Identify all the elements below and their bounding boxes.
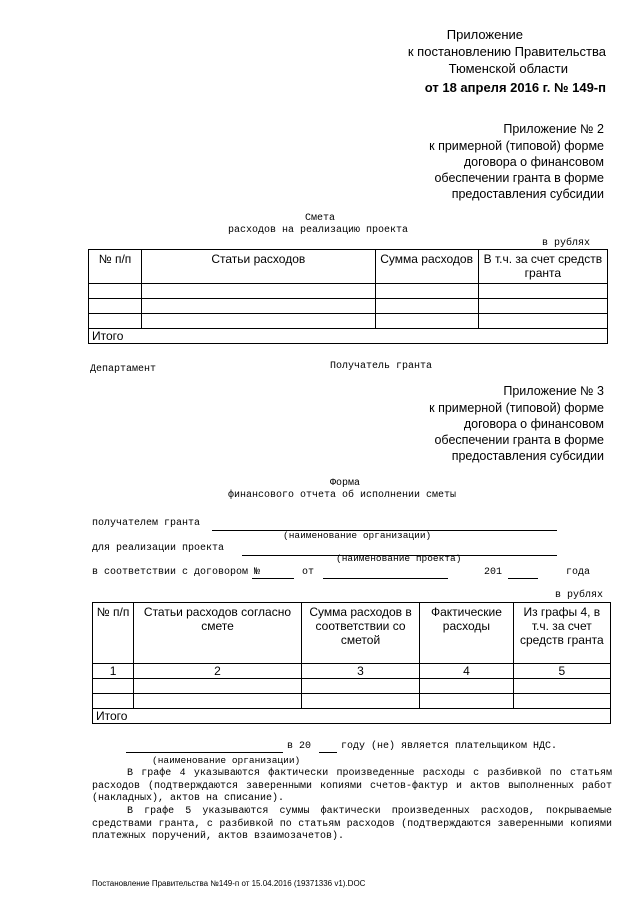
vat-hint: (наименование организации) [152, 755, 301, 766]
contract-from: от [302, 567, 315, 578]
report-units: в рублях [555, 590, 604, 601]
appendix3-line-4: обеспечении гранта в форме [434, 433, 604, 447]
table-row [93, 694, 611, 709]
contract-year-suffix: года [566, 567, 591, 578]
col-num-2: 2 [134, 664, 302, 679]
header-line-2: к постановлению Правительства [407, 44, 606, 59]
col-number-header: № п/п [89, 250, 142, 284]
header-line-1: Приложение [446, 27, 523, 42]
report-table [92, 602, 611, 724]
header-line-3: Тюменской области [448, 61, 568, 76]
appendix2-line-4: обеспечении гранта в форме [434, 171, 604, 185]
col-num-1: 1 [93, 664, 134, 679]
col2-number-header: № п/п [93, 603, 134, 664]
contract-year-field[interactable] [508, 578, 538, 579]
appendix2-line-3: договора о финансовом [463, 155, 604, 169]
header-line-4: от 18 апреля 2016 г. № 149-п [424, 80, 606, 95]
contract-date-field[interactable] [323, 578, 448, 579]
project-label: для реализации проекта [92, 543, 225, 554]
recipient-label: получателем гранта [92, 518, 201, 529]
signer-department: Департамент [90, 364, 157, 375]
total-row [93, 709, 611, 724]
appendix2-line-1: Приложение № 2 [503, 122, 604, 136]
form-title: Форма [330, 478, 361, 489]
col2-items-header: Статьи расходов согласно смете [134, 603, 302, 664]
appendix3-line-5: предоставления субсидии [451, 449, 604, 463]
vat-prefix: в 20 [287, 741, 312, 752]
footer-filename: Постановление Правительства №149-п от 15.04.2016 (19371336 v1).DOC [92, 879, 366, 888]
smeta-table [88, 249, 608, 344]
total2-label: Итого [93, 709, 611, 724]
table-row [89, 299, 608, 314]
appendix2-line-2: к примерной (типовой) форме [429, 139, 604, 153]
col-grant-header: В т.ч. за счет средств гранта [478, 250, 607, 284]
recipient-hint: (наименование организации) [283, 530, 432, 541]
project-hint: (наименование проекта) [336, 553, 462, 564]
table-row [89, 284, 608, 299]
column-numbers-row [93, 664, 611, 679]
col-num-5: 5 [513, 664, 610, 679]
contract-year: 201 [484, 567, 503, 578]
contract-number-field[interactable] [252, 578, 294, 579]
vat-text: году (не) является плательщиком НДС. [341, 741, 558, 752]
appendix3-line-2: к примерной (типовой) форме [429, 401, 604, 415]
col-num-4: 4 [420, 664, 513, 679]
col2-actual-header: Фактические расходы [420, 603, 513, 664]
note-graph-4: В графе 4 указываются фактически произведенные расходы с разбивкой по статьям расходов (подтверждаются заверенными копиями счетов-фактур и актов выполненных работ (накладных), актов на списание). [92, 768, 612, 804]
signer-recipient: Получатель гранта [330, 361, 433, 372]
appendix3-line-3: договора о финансовом [463, 417, 604, 431]
contract-label: в соответствии с договором № [92, 567, 261, 578]
col2-sum-header: Сумма расходов в соответствии со сметой [301, 603, 419, 664]
form-subtitle: финансового отчета об исполнении сметы [228, 490, 457, 501]
smeta-title: Смета [305, 213, 336, 224]
smeta-subtitle: расходов на реализацию проекта [228, 225, 409, 236]
col2-grant-header: Из графы 4, в т.ч. за счет средств гранта [513, 603, 610, 664]
table-row [93, 679, 611, 694]
total-label: Итого [89, 329, 608, 344]
vat-year-field[interactable] [319, 752, 337, 753]
smeta-units: в рублях [542, 238, 591, 249]
appendix2-line-5: предоставления субсидии [451, 187, 604, 201]
note-graph-5: В графе 5 указываются суммы фактически произведенных расходов, покрываемые средствами гранта, с разбивкой по статьям расходов (подтверждаются заверенными копиями платежных поручений, актов взаимозачетов). [92, 806, 612, 842]
vat-org-field[interactable] [126, 752, 283, 753]
appendix3-line-1: Приложение № 3 [503, 384, 604, 398]
total-row [89, 329, 608, 344]
col-items-header: Статьи расходов [142, 250, 375, 284]
table-row [89, 314, 608, 329]
col-sum-header: Сумма расходов [375, 250, 478, 284]
col-num-3: 3 [301, 664, 419, 679]
